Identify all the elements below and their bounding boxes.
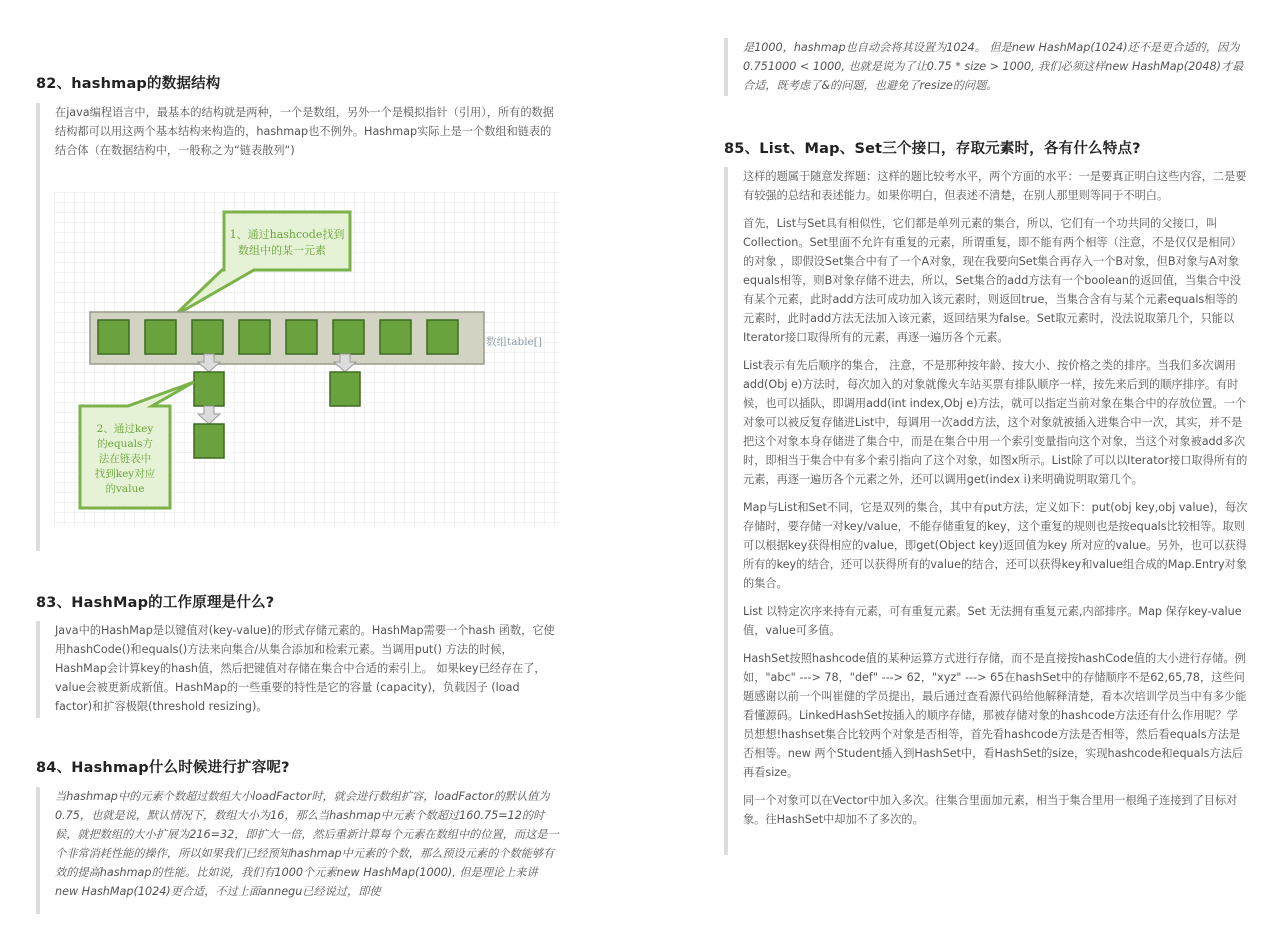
array-table-label: 数组table[] [486,336,542,348]
chain-node [194,372,224,406]
array-cell [286,320,317,354]
section-84-quote [36,787,560,914]
array-cell [145,320,176,354]
chain-node [194,424,224,458]
callout-equals-line: 找到key对应 [94,468,156,480]
section-84-continued-paragraph: 是1000，hashmap也自动会将其设置为1024。 但是new HashMap(1024)还不是更合适的，因为0.751000 < 1000, 也就是说为了让0.75 * size > 1000, 我们必须这样new HashMap(2048)才最合适，既考虑了&的问题，也避免了resize的问题。 [743,41,1244,92]
array-cell [98,320,129,354]
section-83-paragraph: Java中的HashMap是以键值对(key-value)的形式存储元素的。HashMap需要一个hash 函数，它使用hashCode()和equals()方法来向集合/从集合添加和检索元素。当调用put() 方法的时候，HashMap会计算key的hash值，然后把键值对存储在集合中合适的索引上。 如果key已经存在了，value会被更新成新值。HashMap的一些重要的特性是它的容量 (capacity)，负载因子 (load factor)和扩容极限(threshold resizing)。 [55,624,555,713]
section-82-title: 82、hashmap的数据结构 [36,76,221,92]
callout-equals-line: 法在链表中 [98,453,152,465]
section-83-title: 83、HashMap的工作原理是什么? [36,595,275,611]
callout-equals-line: 2、通过key [96,423,154,435]
callout-hashcode-line1: 1、通过hashcode找到 [229,228,345,241]
section-85-paragraph-1: 这样的题属于随意发挥题：这样的题比较考水平，两个方面的水平：一是要真正明白这些内容，二是要有较强的总结和表述能力。如果你明白，但表述不清楚，在别人那里则等同于不明白。 [743,170,1247,202]
section-85-paragraph-3: List表示有先后顺序的集合， 注意，不是那种按年龄、按大小、按价格之类的排序。当我们多次调用add(Obj e)方法时，每次加入的对象就像火车站买票有排队顺序一样，按先来后到的顺序排序。有时候，也可以插队，即调用add(int index,Obj e)方法，就可以指定当前对象在集合中的存放位置。一个对象可以被反复存储进List中，每调用一次add方法，这个对象就被插入进集合中一次，其实，并不是把这个对象本身存储进了集合中，而是在集合中用一个索引变量指向这个对象，当这个对象被add多次时，即相当于集合中有多个索引指向了这个对象，如图x所示。List除了可以以Iterator接口取得所有的元素，再逐一遍历各个元素之外，还可以调用get(index i)来明确说明取第几个。 [743,359,1248,486]
array-cell [333,320,364,354]
section-85-paragraph-6: HashSet按照hashcode值的某种运算方式进行存储，而不是直接按hashCode值的大小进行存储。例如，"abc" ---> 78，"def" ---> 62，"xyz" ---> 65在hashSet中的存储顺序不是62,65,78，这些问题感谢以前一个叫崔健的学员提出，最后通过查看源代码给他解释清楚，看本次培训学员当中有多少能看懂源码。LinkedHashSet按插入的顺序存储，那被存储对象的hashcode方法还有什么作用呢？学员想想!hashset集合比较两个对象是否相等，首先看hashcode方法是否相等，然后看equals方法是否相等。new 两个Student插入到HashSet中，看HashSet的size，实现hashcode和equals方法后再看size。 [743,652,1247,779]
array-cell [239,320,270,354]
section-85-title: 85、List、Map、Set三个接口，存取元素时，各有什么特点? [724,141,1141,157]
section-84-title: 84、Hashmap什么时候进行扩容呢? [36,760,290,776]
hashmap-structure-diagram [54,192,560,526]
chain-node [330,372,360,406]
section-85-quote [724,167,1248,855]
section-82-paragraph: 在java编程语言中，最基本的结构就是两种，一个是数组，另外一个是模拟指针（引用），所有的数据结构都可以用这两个基本结构来构造的，hashmap也不例外。Hashmap实际上是一个数组和链表的结合体（在数据结构中，一般称之为“链表散列“) [55,106,554,157]
section-85-paragraph-2: 首先，List与Set具有相似性，它们都是单列元素的集合，所以，它们有一个功共同的父接口，叫Collection。Set里面不允许有重复的元素，所谓重复，即不能有两个相等（注意，不是仅仅是相同）的对象 ，即假设Set集合中有了一个A对象，现在我要向Set集合再存入一个B对象，但B对象与A对象equals相等，则B对象存储不进去，所以，Set集合的add方法有一个boolean的返回值，当集合中没有某个元素，此时add方法可成功加入该元素时，则返回true，当集合含有与某个元素equals相等的元素时，此时add方法无法加入该元素，返回结果为false。Set取元素时，没法说取第几个，只能以Iterator接口取得所有的元素，再逐一遍历各个元素。 [743,217,1242,344]
callout-equals-line: 的value [105,483,145,495]
section-83-quote [36,621,560,718]
section-85-paragraph-7: 同一个对象可以在Vector中加入多次。往集合里面加元素，相当于集合里用一根绳子连接到了目标对象。往HashSet中却加不了多次的。 [743,794,1238,826]
section-84-paragraph: 当hashmap中的元素个数超过数组大小loadFactor时，就会进行数组扩容，loadFactor的默认值为0.75，也就是说，默认情况下，数组大小为16，那么当hashmap中元素个数超过160.75=12的时候，就把数组的大小扩展为216=32，即扩大一倍，然后重新计算每个元素在数组中的位置，而这是一个非常消耗性能的操作，所以如果我们已经预知hashmap中元素的个数，那么预设元素的个数能够有效的提高hashmap的性能。比如说，我们有1000个元素new HashMap(1000), 但是理论上来讲new HashMap(1024)更合适，不过上面annegu已经说过，即使 [55,790,559,898]
callout-equals-line: 的equals方 [97,438,153,450]
array-cell [380,320,411,354]
callout-hashcode-line2: 数组中的某一元素 [238,244,326,257]
array-cell [427,320,458,354]
section-84-continued-quote [724,38,1248,96]
section-85-paragraph-5: List 以特定次序来持有元素，可有重复元素。Set 无法拥有重复元素,内部排序。Map 保存key-value值，value可多值。 [743,605,1242,637]
array-cell [192,320,223,354]
section-85-paragraph-4: Map与List和Set不同，它是双列的集合，其中有put方法，定义如下：put(obj key,obj value)，每次存储时，要存储一对key/value，不能存储重复的key，这个重复的规则也是按equals比较相等。取则可以根据key获得相应的value，即get(Object key)返回值为key 所对应的value。另外，也可以获得所有的key的结合，还可以获得所有的value的结合，还可以获得key和value组合成的Map.Entry对象的集合。 [743,501,1248,590]
